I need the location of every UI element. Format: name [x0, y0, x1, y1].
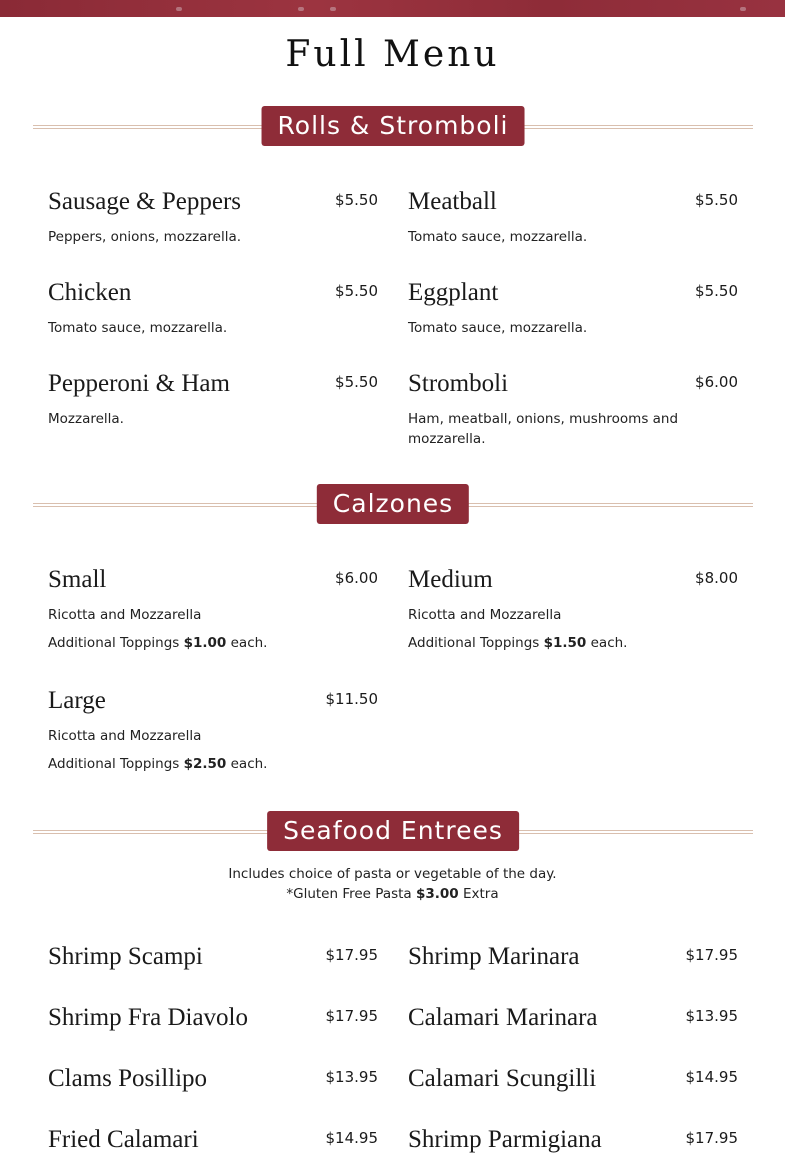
- gluten-free-label: *Gluten Free Pasta: [286, 886, 412, 902]
- item-price: $5.50: [335, 282, 378, 300]
- item-name: Medium: [408, 566, 493, 593]
- banner-decoration: [330, 7, 336, 11]
- item-price: $6.00: [335, 569, 378, 587]
- item-price: $5.50: [695, 191, 738, 209]
- item-description: Peppers, onions, mozzarella.: [48, 229, 242, 245]
- item-price: $5.50: [695, 282, 738, 300]
- gluten-free-price: $3.00: [415, 886, 459, 902]
- item-name: Stromboli: [408, 370, 509, 397]
- section-header-seafood: [33, 811, 753, 851]
- item-name: Meatball: [408, 188, 497, 215]
- toppings-suffix: each.: [230, 635, 268, 651]
- item-name: Fried Calamari: [48, 1126, 199, 1153]
- item-price: $13.95: [325, 1068, 378, 1086]
- item-name: Shrimp Parmigiana: [408, 1126, 602, 1153]
- item-price: $6.00: [695, 373, 738, 391]
- toppings-suffix: each.: [230, 756, 268, 772]
- item-name: Shrimp Marinara: [408, 943, 580, 970]
- item-name: Pepperoni & Ham: [48, 370, 230, 397]
- item-price: $17.95: [325, 1007, 378, 1025]
- toppings-price: $1.00: [183, 635, 227, 651]
- item-name: Chicken: [48, 279, 132, 306]
- banner-decoration: [176, 7, 182, 11]
- item-description: Mozzarella.: [48, 411, 124, 427]
- item-description: Tomato sauce, mozzarella.: [408, 229, 588, 245]
- item-name: Eggplant: [408, 279, 499, 306]
- item-price: $8.00: [695, 569, 738, 587]
- item-name: Shrimp Scampi: [48, 943, 203, 970]
- item-name: Sausage & Peppers: [48, 188, 242, 215]
- item-description: Tomato sauce, mozzarella.: [48, 320, 228, 336]
- item-price: $17.95: [325, 946, 378, 964]
- section-header-rolls: [33, 106, 753, 146]
- item-name: Large: [48, 687, 106, 714]
- item-name: Calamari Marinara: [408, 1004, 598, 1031]
- item-price: $13.95: [685, 1007, 738, 1025]
- banner-decoration: [740, 7, 746, 11]
- toppings-note: [408, 635, 627, 651]
- item-price: $5.50: [335, 191, 378, 209]
- gluten-free-note: [0, 886, 785, 902]
- item-price: $14.95: [685, 1068, 738, 1086]
- item-description: Tomato sauce, mozzarella.: [408, 320, 588, 336]
- gluten-free-suffix: Extra: [462, 886, 499, 902]
- item-name: Clams Posillipo: [48, 1065, 208, 1092]
- item-description: Ricotta and Mozzarella: [48, 607, 202, 623]
- toppings-note: [48, 756, 267, 772]
- item-name: Calamari Scungilli: [408, 1065, 597, 1092]
- section-title: Calzones: [317, 484, 469, 524]
- item-description: Ham, meatball, onions, mushrooms and mozzarella.: [408, 411, 679, 447]
- toppings-label: Additional Toppings: [408, 635, 540, 651]
- toppings-suffix: each.: [590, 635, 628, 651]
- item-price: $5.50: [335, 373, 378, 391]
- item-price: $17.95: [685, 946, 738, 964]
- top-banner: [0, 0, 785, 17]
- item-name: Shrimp Fra Diavolo: [48, 1004, 248, 1031]
- item-price: $14.95: [325, 1129, 378, 1147]
- item-price: $17.95: [685, 1129, 738, 1147]
- item-name: Small: [48, 566, 107, 593]
- item-price: $11.50: [325, 690, 378, 708]
- section-title: Rolls & Stromboli: [262, 106, 525, 146]
- toppings-note: [48, 635, 267, 651]
- toppings-price: $2.50: [183, 756, 227, 772]
- section-note: Includes choice of pasta or vegetable of the day.: [228, 866, 557, 882]
- banner-decoration: [298, 7, 304, 11]
- toppings-label: Additional Toppings: [48, 635, 180, 651]
- toppings-label: Additional Toppings: [48, 756, 180, 772]
- section-title: Seafood Entrees: [267, 811, 519, 851]
- item-description: Ricotta and Mozzarella: [48, 728, 202, 744]
- section-header-calzones: [33, 484, 753, 524]
- page-title: Full Menu: [285, 34, 500, 75]
- toppings-price: $1.50: [543, 635, 587, 651]
- item-description: Ricotta and Mozzarella: [408, 607, 562, 623]
